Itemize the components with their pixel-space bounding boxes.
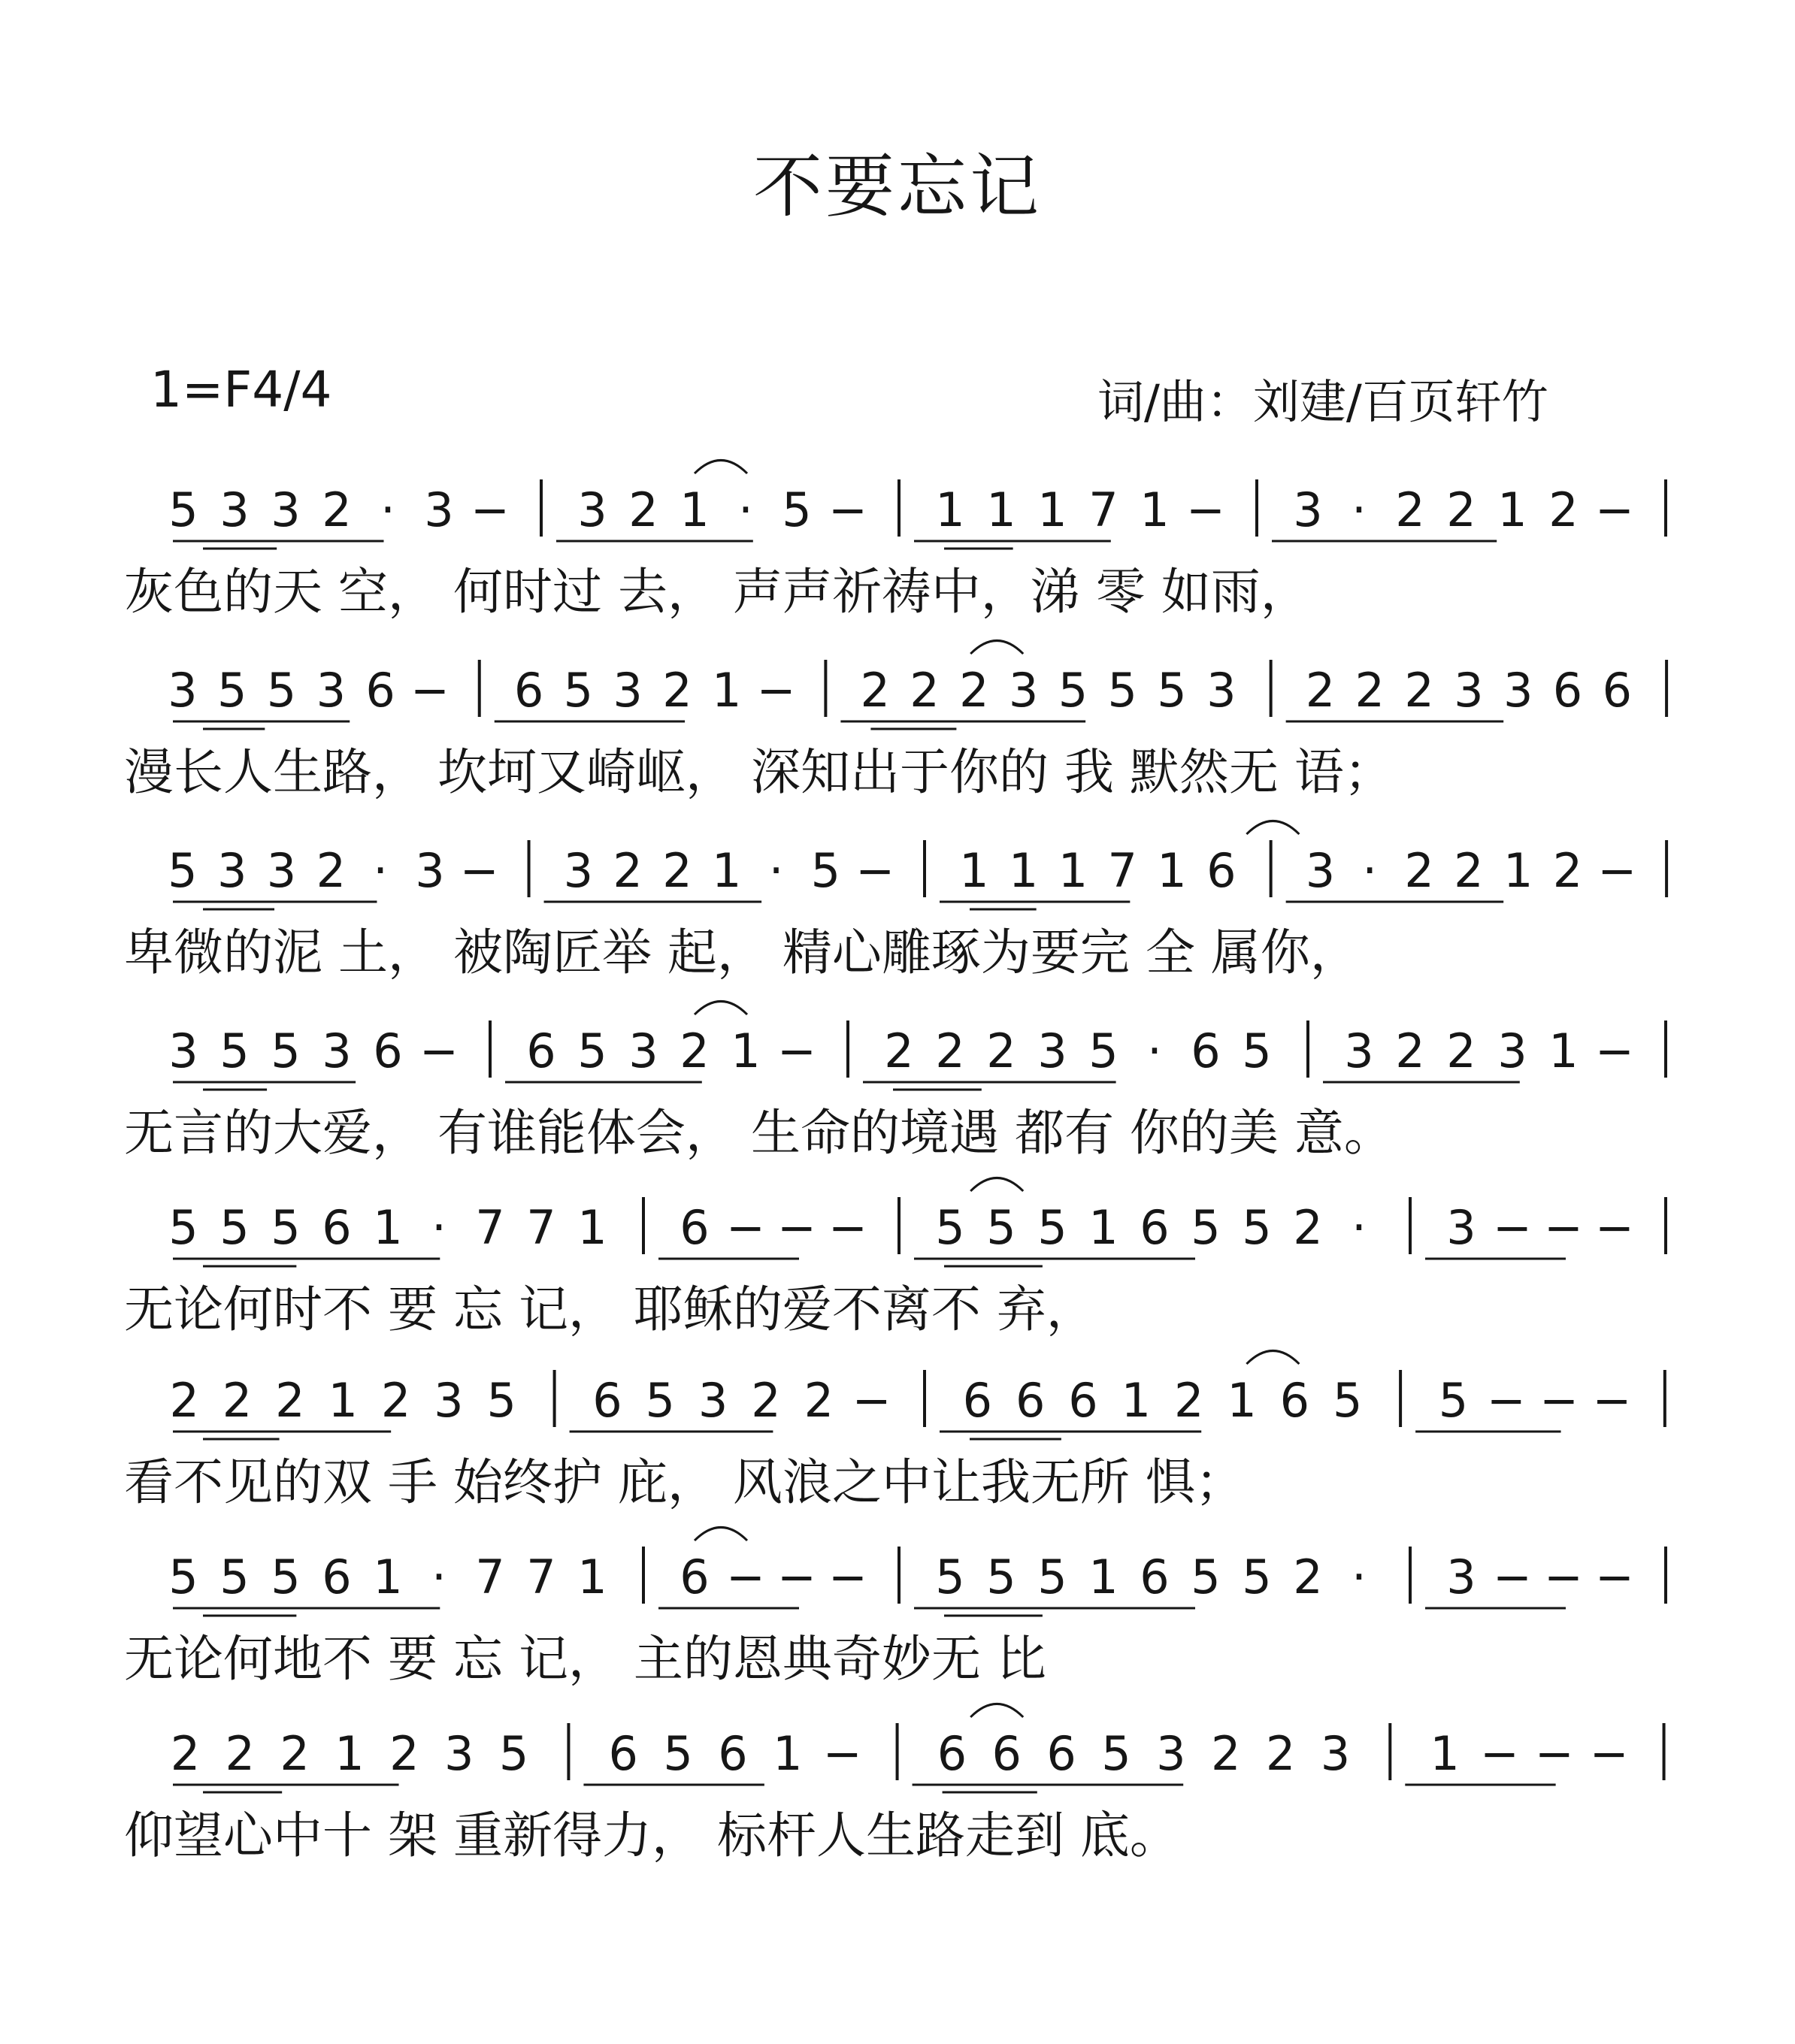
note: 6 [592,1373,622,1428]
note: 2 [169,1373,199,1428]
note: 6 [373,1024,403,1078]
note: 6 [526,1024,556,1078]
note: 5 [577,1024,607,1078]
dash-mark: − [852,1373,891,1428]
notation-line [124,1351,1665,1512]
dash-mark: − [822,1726,862,1781]
note: 1 [1121,1373,1152,1428]
note: 2 [1404,843,1434,898]
dash-mark: − [1597,843,1637,898]
note: 5 [986,1550,1016,1604]
note: 2 [280,1726,310,1781]
note: 2 [1210,1726,1241,1781]
note: 1 [577,1550,607,1604]
note: 1 [1548,1024,1579,1078]
note: 2 [170,1726,201,1781]
note: 7 [1107,843,1137,898]
note: 3 [1008,663,1039,718]
note: 5 [563,663,594,718]
dash-mark: − [828,1200,867,1255]
note: 1 [680,482,710,537]
dash-mark: − [1186,482,1225,537]
dot-mark: · [768,843,784,898]
note: 3 [1497,1024,1527,1078]
note: 7 [1088,482,1118,537]
note: 2 [1355,663,1385,718]
dash-mark: − [1493,1200,1532,1255]
note: 6 [680,1200,710,1255]
note: 5 [1101,1726,1131,1781]
note: 6 [937,1726,967,1781]
note: 3 [613,663,643,718]
note: 1 [773,1726,803,1781]
note: 5 [1191,1200,1221,1255]
note: 3 [628,1024,658,1078]
note: 1 [1497,482,1527,537]
note: 1 [1140,482,1170,537]
note: 5 [1242,1024,1272,1078]
dash-mark: − [1480,1726,1519,1781]
note: 3 [266,843,297,898]
tie-arc [970,1704,1023,1718]
note: 5 [266,663,297,718]
note: 2 [1446,1024,1476,1078]
note: 2 [1305,663,1336,718]
note: 2 [662,843,692,898]
lyric-line: 无论何时不 要 忘 记， 耶稣的爱不离不 弃， [124,1281,1096,1338]
note: 6 [608,1726,639,1781]
note: 2 [1293,1200,1323,1255]
note: 5 [1242,1550,1272,1604]
dot-mark: · [373,843,388,898]
dash-mark: − [828,1550,867,1604]
dash-mark: − [726,1550,765,1604]
note: 6 [718,1726,748,1781]
notation-line [124,1528,1666,1689]
dash-mark: − [1589,1726,1629,1781]
note: 5 [1157,663,1187,718]
note: 7 [475,1200,505,1255]
note: 6 [680,1550,710,1604]
note: 1 [1037,482,1067,537]
note: 5 [498,1726,529,1781]
dash-mark: − [1544,1550,1583,1604]
note: 5 [935,1550,965,1604]
note: 1 [1058,843,1088,898]
note: 5 [219,1550,250,1604]
note: 5 [1242,1200,1272,1255]
note: 6 [1046,1726,1076,1781]
dot-mark: · [431,1200,446,1255]
notation-line [124,461,1666,621]
dash-mark: − [777,1550,816,1604]
tie-arc [970,641,1023,655]
dash-mark: − [410,663,450,718]
note: 3 [415,843,445,898]
note: 7 [475,1550,505,1604]
note: 1 [1503,843,1533,898]
tie-arc [1246,1351,1299,1365]
note: 5 [1191,1550,1221,1604]
lyric-line: 看不见的双 手 始终护 庇， 风浪之中让我无所 惧； [124,1453,1245,1511]
note: 5 [219,1200,250,1255]
note: 5 [1107,663,1137,718]
notation-line [124,1704,1664,1865]
note: 5 [645,1373,676,1428]
note: 3 [1037,1024,1067,1078]
note: 1 [1088,1200,1118,1255]
note: 1 [935,482,965,537]
note: 2 [986,1024,1016,1078]
note: 3 [1446,1200,1476,1255]
dash-mark: − [1539,1373,1579,1428]
note: 3 [1320,1726,1351,1781]
dash-mark: − [828,482,867,537]
note: 6 [962,1373,993,1428]
note: 1 [959,843,989,898]
note: 2 [389,1726,419,1781]
note: 1 [1157,843,1187,898]
note: 5 [782,482,812,537]
key-signature: 1=F4/4 [150,361,332,419]
note: 2 [316,843,347,898]
note: 3 [1454,663,1484,718]
note: 1 [712,663,742,718]
dash-mark: − [855,843,895,898]
tie-arc [695,1002,747,1015]
note: 3 [271,482,301,537]
note: 5 [271,1550,301,1604]
note: 1 [1008,843,1039,898]
note: 2 [225,1726,256,1781]
dash-mark: − [1595,1550,1634,1604]
note: 3 [1206,663,1237,718]
note: 2 [804,1373,834,1428]
note: 3 [1293,482,1323,537]
note: 1 [712,843,742,898]
note: 1 [731,1024,761,1078]
note: 1 [1227,1373,1257,1428]
note: 6 [991,1726,1022,1781]
note: 2 [680,1024,710,1078]
note: 5 [663,1726,693,1781]
tie-arc [970,1178,1023,1192]
note: 3 [168,663,198,718]
note: 6 [1068,1373,1098,1428]
dot-mark: · [1352,1200,1367,1255]
lyric-line: 卑微的泥 土， 被陶匠举 起， 精心雕琢为要完 全 属你， [124,924,1360,981]
note: 7 [526,1200,556,1255]
note: 6 [1140,1550,1170,1604]
tie-arc [695,1528,747,1541]
note: 2 [275,1373,305,1428]
note: 3 [443,1726,474,1781]
note: 1 [328,1373,358,1428]
note: 1 [373,1550,403,1604]
note: 3 [577,482,607,537]
note: 3 [698,1373,728,1428]
notation-line [124,1002,1666,1163]
notation-line [124,641,1666,802]
note: 2 [1293,1550,1323,1604]
dash-mark: − [777,1200,816,1255]
note: 2 [910,663,940,718]
note: 5 [1438,1373,1469,1428]
note: 5 [935,1200,965,1255]
note: 3 [424,482,454,537]
notation-line [124,1178,1666,1339]
note: 2 [959,663,989,718]
note: 6 [322,1550,352,1604]
note: 2 [935,1024,965,1078]
note: 3 [219,482,250,537]
note: 2 [884,1024,914,1078]
note: 1 [1088,1550,1118,1604]
note: 2 [662,663,692,718]
dash-mark: − [1544,1200,1583,1255]
note: 2 [1395,1024,1425,1078]
note: 3 [1344,1024,1374,1078]
note: 3 [1503,663,1533,718]
dash-mark: − [1592,1373,1632,1428]
dot-mark: · [1362,843,1378,898]
dot-mark: · [431,1550,446,1604]
note: 2 [1446,482,1476,537]
dash-mark: − [1595,482,1634,537]
tie-arc [695,461,747,474]
note: 3 [1156,1726,1186,1781]
dash-mark: − [777,1024,816,1078]
note: 2 [1395,482,1425,537]
dot-mark: · [1147,1024,1162,1078]
note: 5 [168,1550,198,1604]
note: 5 [168,843,198,898]
note: 2 [1173,1373,1204,1428]
note: 6 [513,663,544,718]
note: 6 [365,663,395,718]
note: 2 [1548,482,1579,537]
note: 5 [271,1024,301,1078]
dash-mark: − [1486,1373,1526,1428]
dot-mark: · [738,482,753,537]
note: 2 [380,1373,411,1428]
lyric-line: 灰色的天 空， 何时过 去， 声声祈祷中，涕 零 如雨， [124,563,1310,621]
note: 2 [751,1373,781,1428]
note: 6 [1140,1200,1170,1255]
note: 6 [1191,1024,1221,1078]
note: 5 [216,663,247,718]
note: 2 [613,843,643,898]
lyric-line: 无论何地不 要 忘 记， 主的恩典奇妙无 比 [124,1630,1046,1688]
note: 6 [1206,843,1237,898]
note: 5 [168,482,198,537]
note: 6 [1552,663,1583,718]
note: 3 [563,843,594,898]
dash-mark: − [419,1024,459,1078]
note: 5 [1333,1373,1363,1428]
dash-mark: − [1534,1726,1574,1781]
note: 5 [810,843,841,898]
note: 5 [168,1200,198,1255]
credits: 词/曲：刘建/百页轩竹 [1097,374,1548,429]
note: 5 [1088,1024,1118,1078]
lyric-line: 无言的大爱， 有谁能体会， 生命的境遇 都有 你的美 意。 [124,1104,1394,1162]
note: 6 [322,1200,352,1255]
note: 5 [1037,1550,1067,1604]
note: 5 [271,1200,301,1255]
dot-mark: · [380,482,395,537]
dot-mark: · [1352,1550,1367,1604]
note: 2 [1404,663,1434,718]
note: 6 [1015,1373,1046,1428]
dash-mark: − [726,1200,765,1255]
note: 5 [219,1024,250,1078]
note: 2 [860,663,890,718]
dash-mark: − [1595,1024,1634,1078]
note: 2 [1552,843,1583,898]
lyric-line: 漫长人生路， 坎坷又崎岖， 深知出于你的 我 默然无 语； [124,743,1394,801]
dot-mark: · [1352,482,1367,537]
note: 3 [168,1024,198,1078]
dash-mark: − [471,482,510,537]
dash-mark: − [459,843,499,898]
dash-mark: − [1493,1550,1532,1604]
note: 3 [434,1373,464,1428]
note: 6 [1279,1373,1310,1428]
note: 2 [628,482,658,537]
note: 1 [373,1200,403,1255]
note: 3 [1446,1550,1476,1604]
note: 5 [986,1200,1016,1255]
note: 1 [986,482,1016,537]
lyric-line: 仰望心中十 架 重新得力， 标杆人生路走到 底。 [124,1807,1179,1864]
note: 5 [1037,1200,1067,1255]
notation-line [124,821,1666,982]
note: 6 [1602,663,1633,718]
note: 1 [1430,1726,1460,1781]
note: 1 [334,1726,365,1781]
dash-mark: − [756,663,796,718]
note: 2 [1454,843,1484,898]
dash-mark: − [1595,1200,1634,1255]
note: 3 [216,843,247,898]
tie-arc [1246,821,1299,835]
note: 5 [1058,663,1088,718]
note: 2 [1265,1726,1296,1781]
note: 1 [577,1200,607,1255]
note: 2 [222,1373,253,1428]
song-title: 不要忘记 [752,147,1042,227]
note: 2 [322,482,352,537]
note: 5 [486,1373,516,1428]
note: 3 [316,663,347,718]
note: 3 [1305,843,1336,898]
note: 7 [526,1550,556,1604]
note: 3 [322,1024,352,1078]
